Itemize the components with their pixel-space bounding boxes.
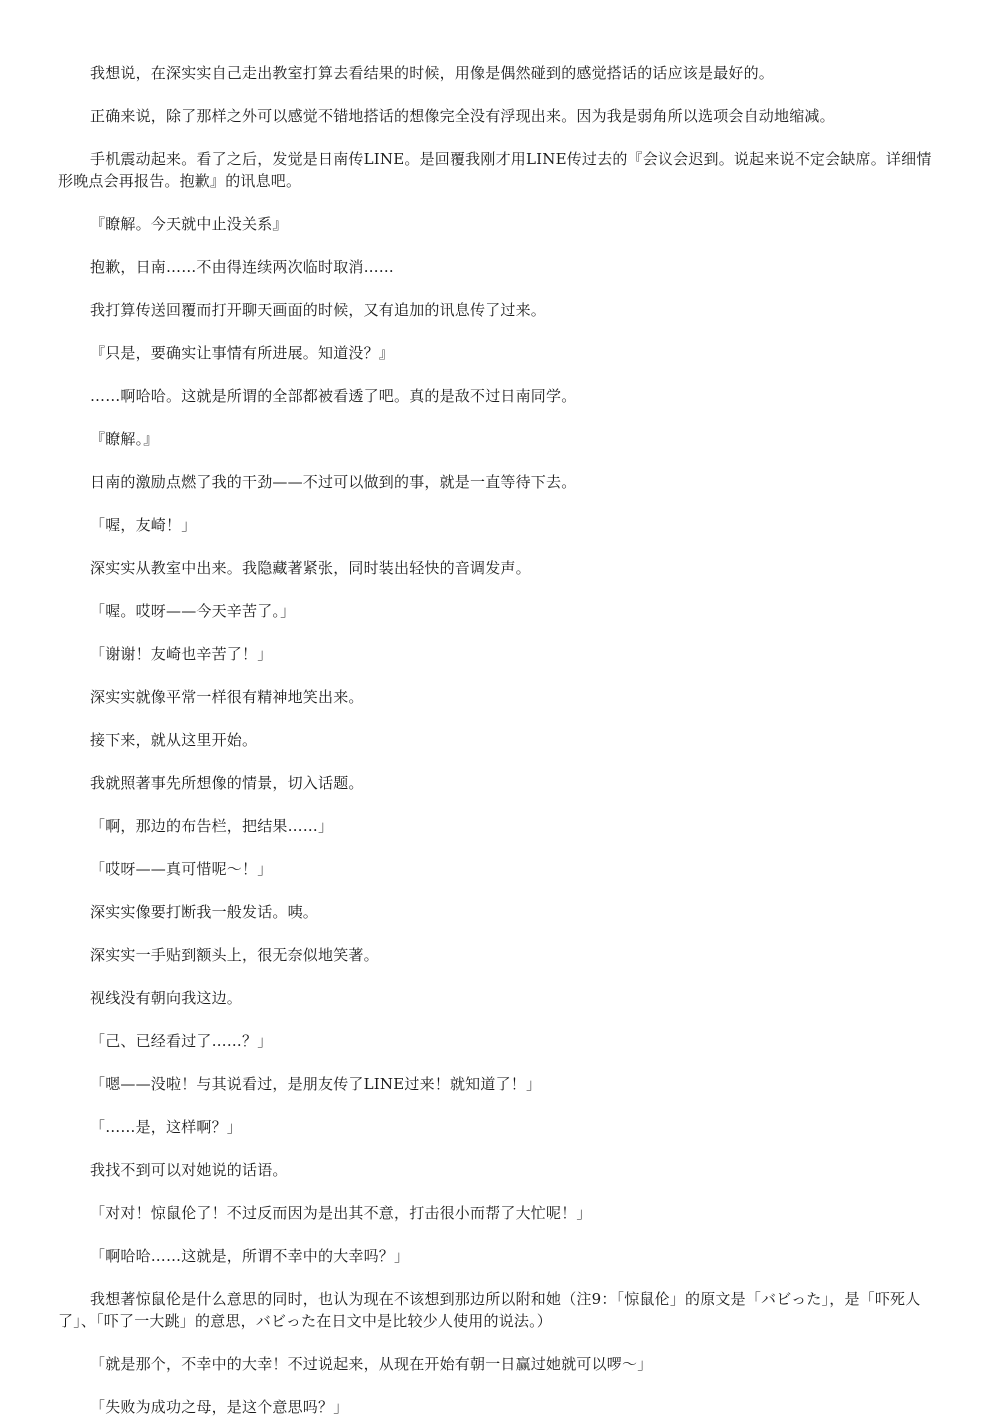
paragraph: 「啊，那边的布告栏，把结果……」	[90, 817, 334, 835]
paragraph: 「喔，友崎！」	[90, 516, 197, 534]
paragraph: 深实实一手贴到额头上，很无奈似地笑著。	[90, 946, 379, 964]
paragraph: 「……是，这样啊？」	[90, 1118, 243, 1136]
paragraph: 『瞭解。』	[90, 430, 159, 448]
paragraph: 『瞭解。今天就中止没关系』	[90, 215, 288, 233]
paragraph: 「己、已经看过了……？」	[90, 1032, 273, 1050]
paragraph: 抱歉，日南……不由得连续两次临时取消……	[90, 258, 395, 276]
paragraph: 「就是那个，不幸中的大幸！不过说起来，从现在开始有朝一日赢过她就可以啰～」	[90, 1355, 653, 1373]
paragraph: 深实实从教室中出来。我隐藏著紧张，同时装出轻快的音调发声。	[90, 559, 531, 577]
paragraph: 日南的激励点燃了我的干劲——不过可以做到的事，就是一直等待下去。	[90, 473, 577, 491]
paragraph: 我找不到可以对她说的话语。	[90, 1161, 288, 1179]
paragraph: ……啊哈哈。这就是所谓的全部都被看透了吧。真的是敌不过日南同学。	[90, 387, 577, 405]
paragraph: 正确来说，除了那样之外可以感觉不错地搭话的想像完全没有浮现出来。因为我是弱角所以选项会自动地缩减。	[90, 107, 835, 125]
paragraph: 我打算传送回覆而打开聊天画面的时候，又有追加的讯息传了过来。	[90, 301, 547, 319]
paragraph: 接下来，就从这里开始。	[90, 731, 258, 749]
paragraph: 我想著惊鼠伦是什么意思的同时，也认为现在不该想到那边所以附和她（注9：「惊鼠伦」的原文是「バビった」，是「吓死人了」、「吓了一大跳」的意思，バビった在日文中是比较少人使用的说法。）	[58, 1290, 921, 1330]
paragraph: 我想说，在深实实自己走出教室打算去看结果的时候，用像是偶然碰到的感觉搭话的话应该是最好的。	[90, 64, 775, 82]
paragraph: 视线没有朝向我这边。	[90, 989, 243, 1007]
paragraph: 手机震动起来。看了之后，发觉是日南传LINE。是回覆我刚才用LINE传过去的『会议会迟到。说起来说不定会缺席。详细情形晚点会再报告。抱歉』的讯息吧。	[58, 150, 932, 190]
paragraph: 『只是，要确实让事情有所进展。知道没？』	[90, 344, 395, 362]
paragraph: 「喔。哎呀——今天辛苦了。」	[90, 602, 296, 620]
paragraph: 「嗯——没啦！与其说看过，是朋友传了LINE过来！就知道了！」	[90, 1075, 542, 1093]
paragraph: 「谢谢！友崎也辛苦了！」	[90, 645, 273, 663]
paragraph: 深实实像要打断我一般发话。咦。	[90, 903, 319, 921]
paragraph: 「哎呀——真可惜呢～！」	[90, 860, 273, 878]
paragraph: 「失败为成功之母，是这个意思吗？」	[90, 1398, 349, 1416]
paragraph: 我就照著事先所想像的情景，切入话题。	[90, 774, 364, 792]
paragraph: 「对对！惊鼠伦了！不过反而因为是出其不意，打击很小而帮了大忙呢！」	[90, 1204, 592, 1222]
paragraph: 「啊哈哈……这就是，所谓不幸中的大幸吗？」	[90, 1247, 410, 1265]
paragraph: 深实实就像平常一样很有精神地笑出来。	[90, 688, 364, 706]
